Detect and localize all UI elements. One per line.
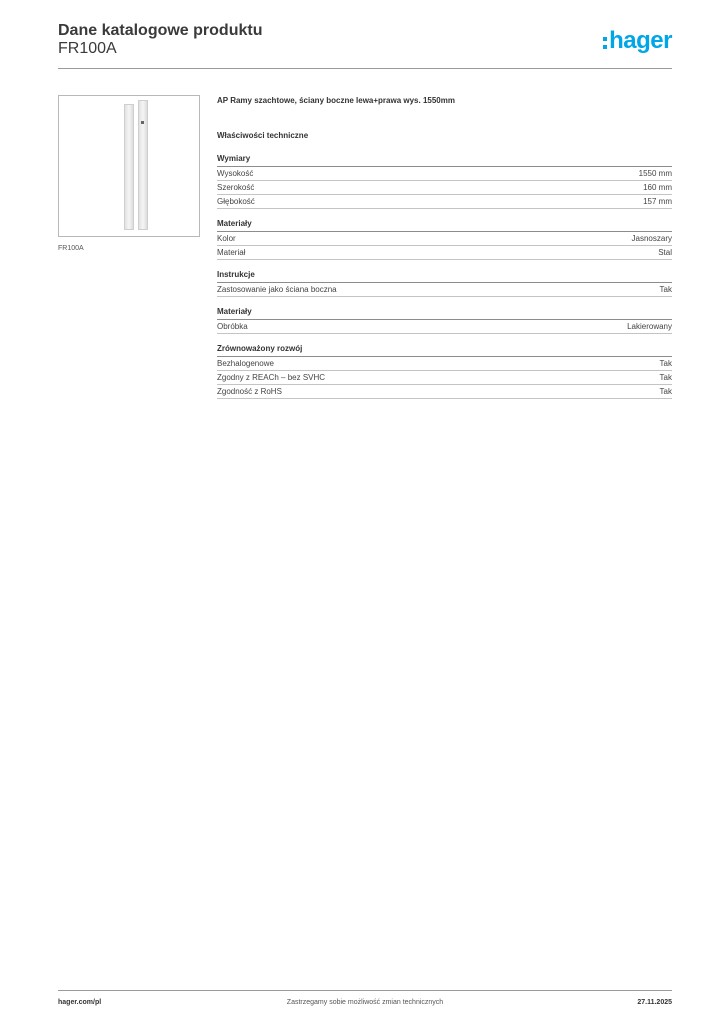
document-footer (58, 990, 672, 1011)
row-value: Tak (659, 373, 672, 382)
group-title: Wymiary (217, 154, 672, 167)
row-label: Szerokość (217, 183, 255, 192)
logo-dots-icon (603, 37, 607, 49)
table-row (217, 320, 672, 334)
row-label: Zgodność z RoHS (217, 387, 282, 396)
footer-date: 27.11.2025 (637, 999, 672, 1006)
row-value: Tak (659, 359, 672, 368)
row-label: Bezhalogenowe (217, 359, 274, 368)
document-header (58, 20, 672, 69)
product-image (58, 95, 200, 237)
group-materials (217, 219, 672, 260)
product-name: AP Ramy szachtowe, ściany boczne lewa+prawa wys. 1550mm (217, 96, 455, 105)
group-instructions (217, 270, 672, 297)
row-value: 1550 mm (638, 169, 672, 178)
row-label: Wysokość (217, 169, 254, 178)
section-heading: Właściwości techniczne (217, 131, 309, 140)
row-value: Tak (659, 387, 672, 396)
product-details (217, 96, 672, 409)
row-label: Zgodny z REACh – bez SVHC (217, 373, 326, 382)
row-label: Obróbka (217, 322, 248, 331)
table-row (217, 167, 672, 181)
group-title: Materiały (217, 219, 672, 232)
row-label: Kolor (217, 234, 236, 243)
product-code: FR100A (58, 40, 117, 57)
table-row (217, 283, 672, 297)
row-value: Jasnoszary (631, 234, 672, 243)
table-row (217, 371, 672, 385)
side-panel-left-icon (124, 104, 134, 230)
image-caption: FR100A (58, 245, 84, 252)
table-row (217, 385, 672, 399)
row-value: 160 mm (643, 183, 672, 192)
group-finish (217, 307, 672, 334)
table-row (217, 181, 672, 195)
group-title: Zrównoważony rozwój (217, 344, 672, 357)
table-row (217, 357, 672, 371)
table-row (217, 232, 672, 246)
group-title: Materiały (217, 307, 672, 320)
footer-disclaimer: Zastrzegamy sobie możliwość zmian technicznych (286, 999, 444, 1006)
group-sustainability (217, 344, 672, 399)
footer-website-link[interactable]: hager.com/pl (58, 999, 102, 1006)
hager-logo (603, 28, 672, 54)
logo-text: hager (609, 27, 672, 54)
row-label: Zastosowanie jako ściana boczna (217, 285, 337, 294)
row-value: 157 mm (643, 197, 672, 206)
row-value: Stal (658, 248, 672, 257)
panel-mark (141, 121, 144, 124)
row-value: Lakierowany (627, 322, 672, 331)
row-value: Tak (659, 285, 672, 294)
table-row (217, 246, 672, 260)
group-dimensions (217, 154, 672, 209)
table-row (217, 195, 672, 209)
row-label: Głębokość (217, 197, 255, 206)
document-title: Dane katalogowe produktu (58, 22, 263, 39)
group-title: Instrukcje (217, 270, 672, 283)
row-label: Materiał (217, 248, 246, 257)
side-panel-right-icon (138, 100, 148, 230)
